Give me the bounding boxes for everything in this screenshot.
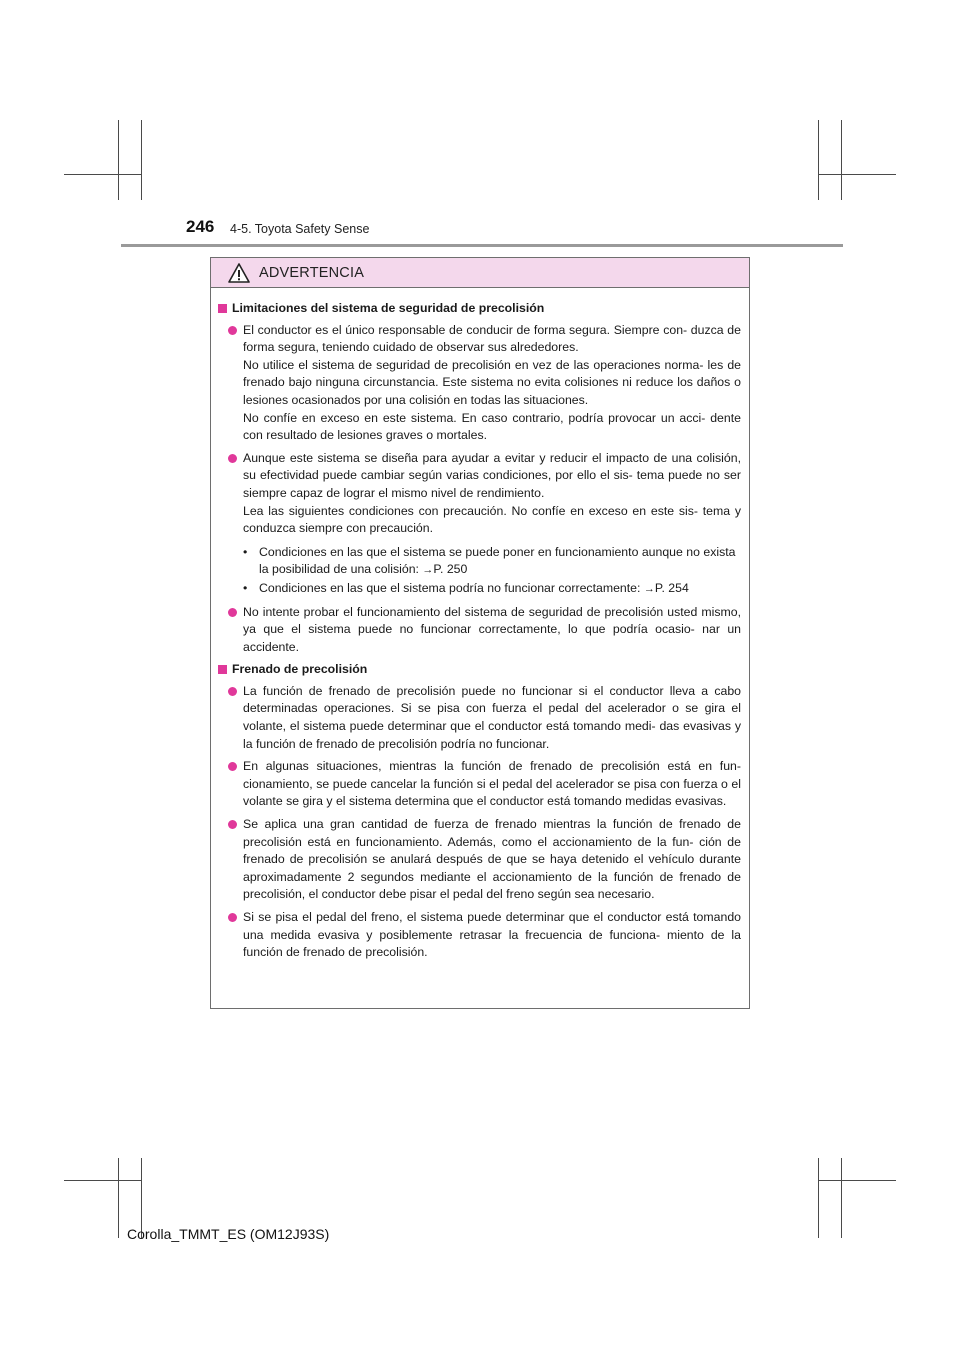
list-item bbox=[228, 450, 741, 599]
paragraph: Lea las siguientes condiciones con precaución. No confíe en exceso en este sis- tema y conduzca siempre con precaución. bbox=[243, 503, 741, 536]
section-heading bbox=[218, 661, 741, 679]
section-heading bbox=[218, 300, 741, 318]
crop-mark bbox=[841, 1158, 842, 1238]
round-bullet-icon bbox=[228, 820, 237, 829]
paragraph: En algunas situaciones, mientras la función de frenado de precolisión está en fun- cionamiento, se puede cancelar la función si el pedal del acelerador se pisa con fuerza o el volante se gira y el sistema determina que el conductor está tomando medidas evasivas. bbox=[243, 759, 741, 809]
section-heading-text: Limitaciones del sistema de seguridad de precolisión bbox=[232, 301, 545, 315]
sub-list-item-text bbox=[259, 580, 741, 599]
round-bullet-icon bbox=[228, 687, 237, 696]
section-heading-text: Frenado de precolisión bbox=[232, 662, 368, 677]
crop-mark bbox=[64, 174, 141, 175]
list-item-text bbox=[243, 683, 741, 753]
document-id: Corolla_TMMT_ES (OM12J93S) bbox=[127, 1226, 330, 1242]
sub-list-item bbox=[243, 544, 741, 580]
crop-mark bbox=[64, 1180, 141, 1181]
warning-title: ADVERTENCIA bbox=[259, 264, 365, 281]
paragraph: Si se pisa el pedal del freno, el sistema puede determinar que el conductor está tomando una medida evasiva y posiblemente retrasar la frecuencia de funciona- miento de la función de frenado de precolisión. bbox=[243, 910, 741, 960]
sub-bullet-icon: • bbox=[243, 544, 248, 559]
round-bullet-icon bbox=[228, 913, 237, 922]
list-item-text bbox=[243, 758, 741, 811]
crop-mark bbox=[818, 1180, 896, 1181]
round-bullet-icon bbox=[228, 454, 237, 463]
round-bullet-icon bbox=[228, 762, 237, 771]
list-item-text bbox=[243, 909, 741, 962]
warning-box bbox=[210, 257, 750, 1009]
crop-mark bbox=[141, 120, 142, 200]
paragraph: Se aplica una gran cantidad de fuerza de frenado mientras la función de frenado de precolisión está en funcionamiento. Además, como el accionamiento de la fun- ción de frenado de precolisión se anulará después de que se haya detenido el vehículo durante aproximadamente 2 segundos mediante el accionamiento de la función de frenado de precolisión, el conductor debe pisar el pedal del freno según sea necesario. bbox=[243, 817, 741, 902]
round-bullet-icon bbox=[228, 608, 237, 617]
round-bullet-icon bbox=[228, 326, 237, 335]
paragraph: No confíe en exceso en este sistema. En caso contrario, podría provocar un acci- dente con resultado de lesiones graves o mortales. bbox=[243, 410, 741, 443]
crop-mark bbox=[818, 174, 896, 175]
list-item bbox=[228, 758, 741, 811]
list-item bbox=[228, 604, 741, 657]
sub-list-item bbox=[243, 580, 741, 599]
paragraph: No intente probar el funcionamiento del sistema de seguridad de precolisión usted mismo, ya que el sistema puede no funcionar correctamente, lo que podría ocasio- nar un accidente. bbox=[243, 604, 741, 654]
list-item-text bbox=[243, 604, 741, 657]
list-item-text bbox=[243, 450, 741, 599]
list-item bbox=[228, 683, 741, 753]
crop-mark bbox=[118, 120, 119, 200]
page-number: 246 bbox=[186, 217, 215, 236]
crop-mark bbox=[818, 120, 819, 200]
paragraph: Aunque este sistema se diseña para ayudar a evitar y reducir el impacto de una colisión, su efectividad puede cambiar según varias condiciones, por ello el sis- tema puede no ser siempre capaz de lograr el mismo nivel de rendimiento. bbox=[243, 450, 741, 500]
square-bullet-icon bbox=[218, 665, 227, 674]
warning-body bbox=[211, 288, 749, 962]
arrow-right-icon: → bbox=[643, 582, 655, 595]
warning-header bbox=[211, 258, 749, 288]
page-reference-link[interactable]: P. 250 bbox=[433, 562, 468, 577]
list-item bbox=[228, 909, 741, 962]
warning-triangle-icon bbox=[228, 263, 250, 283]
page-reference-link[interactable]: P. 254 bbox=[654, 580, 689, 595]
list-item bbox=[228, 322, 741, 445]
paragraph: No utilice el sistema de seguridad de precolisión en vez de las operaciones norma- les de frenado bajo ninguna circunstancia. Este sistema no evita colisiones ni reduce los daños o lesiones ocasionados por una colisión en todas las situaciones. bbox=[243, 357, 741, 407]
list-item-text bbox=[243, 322, 741, 445]
sub-bullet-icon: • bbox=[243, 580, 248, 595]
list-item bbox=[228, 816, 741, 904]
crop-mark bbox=[818, 1158, 819, 1238]
header-rule bbox=[121, 244, 843, 247]
section-title: 4-5. Toyota Safety Sense bbox=[230, 222, 370, 236]
paragraph: La función de frenado de precolisión puede no funcionar si el conductor lleva a cabo determinadas operaciones. Si se pisa con fuerza el pedal del acelerador o se gira el volante, el sistema puede determinar que el conductor está tomando medi- das evasivas y la función de frenado de precolisión podría no funcionar. bbox=[243, 683, 741, 751]
square-bullet-icon bbox=[218, 304, 227, 313]
sub-list-item-body: Condiciones en las que el sistema podría no funcionar correctamente: bbox=[259, 580, 644, 595]
sub-list-item-body: Condiciones en las que el sistema se puede poner en funcionamiento aunque no exista la posibilidad de una colisión: bbox=[259, 544, 736, 577]
sub-list-item-text bbox=[259, 544, 741, 580]
arrow-right-icon: → bbox=[422, 564, 434, 577]
crop-mark bbox=[841, 120, 842, 200]
crop-mark bbox=[118, 1158, 119, 1238]
list-item-text bbox=[243, 816, 741, 904]
paragraph: El conductor es el único responsable de conducir de forma segura. Siempre con- duzca de forma segura, teniendo cuidado de observar sus alrededores. bbox=[243, 322, 741, 355]
